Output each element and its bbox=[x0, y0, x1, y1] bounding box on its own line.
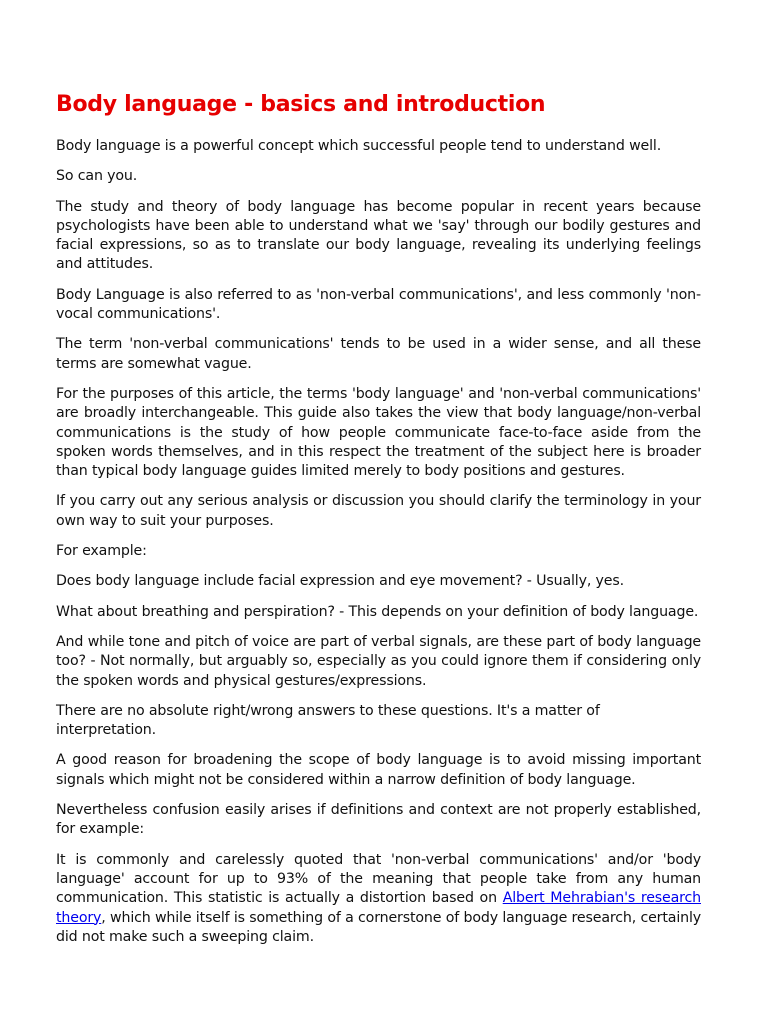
paragraph-breathing: What about breathing and perspiration? - This depends on your definition of body language. bbox=[56, 603, 699, 620]
paragraph-intro: Body language is a powerful concept which successful people tend to understand well. bbox=[56, 138, 662, 154]
paragraph-analysis: If you carry out any serious analysis or discussion you should clarify the terminology in your own way to suit your purposes. bbox=[56, 493, 701, 529]
paragraph-study-theory: The study and theory of body language has become popular in recent years because psychologists have been able to understand what we 'say' through our bodily gestures and facial expressions, so as to translate our body language, revealing its underlying feelings and attitudes. bbox=[56, 198, 701, 273]
paragraph-purposes: For the purposes of this article, the terms 'body language' and 'non-verbal communications' are broadly interchangeable. This guide also takes the view that body language/non-verbal communications is the study of how people communicate face-to-face aside from the spoken words themselves, and in this respect the treatment of the subject here is broader than typical body language guides limited merely to body positions and gestures. bbox=[56, 385, 701, 480]
paragraph-facial-expression: Does body language include facial expression and eye movement? - Usually, yes. bbox=[56, 573, 624, 590]
paragraph-term-vague: The term 'non-verbal communications' tends to be used in a wider sense, and all these terms are somewhat vague. bbox=[56, 336, 701, 372]
paragraph-mehrabian bbox=[56, 851, 701, 947]
mehrabian-research-link[interactable]: Albert Mehrabian's research theory bbox=[56, 890, 701, 926]
paragraph-mehrabian-text-after: , which while itself is something of a cornerstone of body language research, certainly did not make such a sweeping claim. bbox=[56, 909, 701, 945]
paragraph-nevertheless: Nevertheless confusion easily arises if definitions and context are not properly established, for example: bbox=[56, 802, 701, 838]
paragraph-tone-pitch: And while tone and pitch of voice are part of verbal signals, are these part of body language too? - Not normally, but arguably so, especially as you could ignore them if considering only the spoken words and physical gestures/expressions. bbox=[56, 633, 701, 689]
paragraph-for-example: For example: bbox=[56, 543, 147, 560]
page-title: Body language - basics and introduction bbox=[56, 92, 546, 117]
paragraph-so-can-you: So can you. bbox=[56, 168, 138, 185]
paragraph-no-absolute: There are no absolute right/wrong answers to these questions. It's a matter of interpretation. bbox=[56, 702, 600, 739]
paragraph-mehrabian-text-before: It is commonly and carelessly quoted that 'non-verbal communications' and/or 'body language' account for up to 93% of the meaning that people take from any human communication. This statistic is actually a distortion based on bbox=[56, 851, 701, 907]
paragraph-good-reason: A good reason for broadening the scope of body language is to avoid missing important signals which might not be considered within a narrow definition of body language. bbox=[56, 752, 701, 788]
paragraph-also-referred: Body Language is also referred to as 'non-verbal communications', and less commonly 'non-vocal communications'. bbox=[56, 286, 701, 323]
